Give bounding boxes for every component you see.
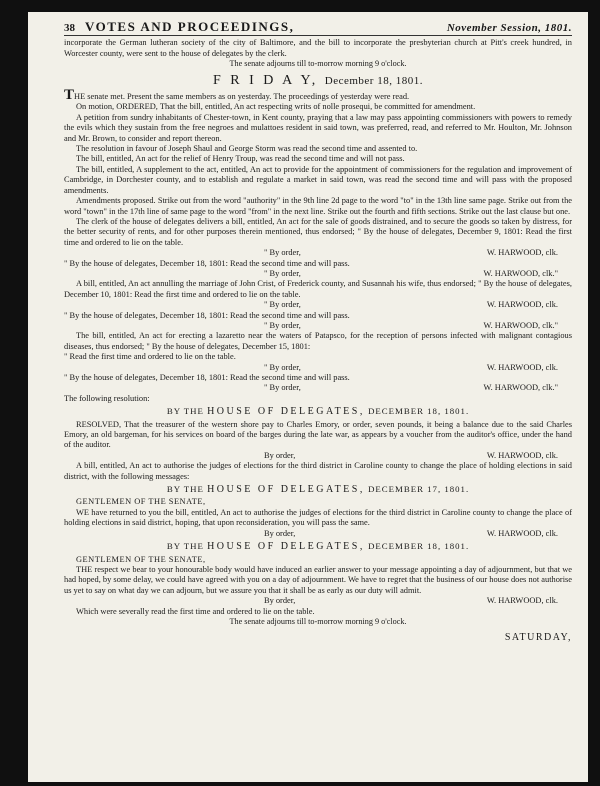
adjournment-message: THE respect we bear to your honourable body would have induced an earlier answer to your message appointing a day of adjournment, but that we had hoped, by some delay, we could have agreed with you on a day of adjournment. We have to regret that the business of our house does not authorise us yet to say on what day we can adjourn, but we assure you that it shall be as early as our duty will admit.	[64, 564, 572, 595]
day-heading	[64, 72, 572, 88]
adjourn-line: The senate adjourns till to-morrow morning 9 o'clock.	[229, 59, 407, 69]
day-name: F R I D A Y,	[213, 72, 319, 88]
signer-name: W. HARWOOD, clk."	[483, 383, 558, 393]
amendments-paragraph: Amendments proposed. Strike out from the word "authority" in the 9th line 2d page to the word "to" in the 13th line same page. Strike out from the word "town" in the 17th line of same page to the word "from" in the next line. Strike out the fourth and fifth sections. Strike out the last clause but one.	[64, 196, 572, 216]
adjourn-line: The senate adjourns till to-morrow morning 9 o'clock.	[229, 616, 407, 626]
running-title: VOTES AND PROCEEDINGS,	[85, 19, 295, 34]
endorsement-line: " By the house of delegates, December 18, 1801: Read the second time and will pass.	[64, 373, 350, 382]
signature-block	[64, 269, 572, 279]
signature-block	[64, 300, 572, 310]
crist-paragraph: A bill, entitled, An act annulling the marriage of John Crist, of Frederick county, and Susannah his wife, thus endorsed; " By the house of delegates, December 10, 1801: Read the first time and ordered to lie on the table.	[64, 279, 572, 299]
senate-met-paragraph	[64, 87, 572, 104]
house-heading	[64, 541, 572, 552]
resolution-paragraph: The resolution in favour of Joseph Shaul and George Storm was read the second time and assented to.	[76, 144, 418, 154]
house-date: DECEMBER 18, 1801.	[368, 406, 470, 417]
house-prefix: BY THE	[166, 406, 204, 417]
lazaretto-paragraph: The bill, entitled, An act for erecting a lazaretto near the waters of Patapsco, for the reception of persons infected with malignant contagious diseases, thus endorsed; " By the house of delegates, December 15, 1801:	[64, 331, 572, 351]
signer-name: W. HARWOOD, clk."	[483, 320, 558, 330]
by-order-label: " By order,	[264, 383, 301, 393]
house-heading	[64, 406, 572, 417]
page-content	[64, 19, 572, 644]
by-order-label: By order,	[264, 596, 296, 606]
day-date: December 18, 1801.	[324, 74, 423, 87]
following-resolution-label: The following resolution:	[64, 393, 150, 403]
header-rule	[64, 35, 572, 36]
signature-block	[64, 248, 572, 258]
cambridge-paragraph: The bill, entitled, A supplement to the act, entitled, An act to provide for the appointment of commissioners for the regulation and improvement of Cambridge, in Dorchester county, and to establish and regulate a market in said town, was read the second time and will pass with the proposed amendments.	[64, 164, 572, 195]
motion-paragraph: On motion, ORDERED, That the bill, entitled, An act respecting writs of nolle prosequi, be committed for amendment.	[76, 102, 476, 112]
house-prefix: BY THE	[166, 484, 204, 495]
signature-block	[64, 383, 572, 393]
running-header	[64, 19, 572, 34]
intro-paragraph: incorporate the German lutheran society of the city of Baltimore, and the bill to incorporate the presbyterian church at Pitt's creek hundred, in Worcester county, were sent to the house of delegates by the clerk.	[64, 38, 572, 58]
salutation: GENTLEMEN OF THE SENATE,	[76, 497, 206, 507]
caroline-paragraph: A bill, entitled, An act to authorise the judges of elections for the third district in Caroline county to change the place of holding elections in said district, with the following messages:	[64, 461, 572, 481]
signature-block	[64, 529, 572, 539]
document-page	[28, 12, 588, 782]
endorsement-line: " By the house of delegates, December 18, 1801: Read the second time and will pass.	[64, 310, 350, 320]
final-paragraph: Which were severally read the first time and ordered to lie on the table.	[76, 606, 315, 616]
by-order-label: By order,	[264, 450, 296, 460]
signer-name: W. HARWOOD, clk.	[486, 528, 558, 538]
by-order-label: " By order,	[264, 362, 301, 372]
house-name: HOUSE OF DELEGATES,	[207, 541, 365, 553]
signer-name: W. HARWOOD, clk.	[486, 362, 558, 372]
page-number: 38	[64, 22, 75, 34]
senate-met-text: HE senate met. Present the same members as on yesterday. The proceedings of yesterday were read.	[74, 92, 410, 102]
by-order-label: " By order,	[264, 320, 301, 330]
house-heading	[64, 484, 572, 495]
emory-resolution: RESOLVED, That the treasurer of the western shore pay to Charles Emory, or order, seven pounds, it being a balance due to the said Charles Emory, an old bargeman, for his services on board of the barges during the late war, as appears by a voucher from the auditor's office, under the hand of the auditor.	[64, 419, 572, 450]
signer-name: W. HARWOOD, clk.	[486, 450, 558, 460]
signature-block	[64, 321, 572, 331]
house-prefix: BY THE	[166, 541, 204, 552]
by-order-label: By order,	[264, 528, 296, 538]
house-date: DECEMBER 18, 1801.	[368, 541, 470, 552]
salutation: GENTLEMEN OF THE SENATE,	[76, 554, 206, 564]
by-order-label: " By order,	[264, 300, 301, 310]
by-order-label: " By order,	[264, 268, 301, 278]
signer-name: W. HARWOOD, clk.	[486, 596, 558, 606]
signature-block	[64, 363, 572, 373]
petition-paragraph: A petition from sundry inhabitants of Chester-town, in Kent county, praying that a law may pass appointing commissioners with powers to remedy the evils which they sustain from the free negroes and mulattoes resident in said town, was preferred, read, and referred to Mr. Houlton, Mr. Johnson and Mr. Brown, to consider and report thereon.	[64, 112, 572, 143]
signer-name: W. HARWOOD, clk."	[483, 268, 558, 278]
signer-name: W. HARWOOD, clk.	[486, 300, 558, 310]
troup-paragraph: The bill, entitled, An act for the relief of Henry Troup, was read the second time and will not pass.	[76, 154, 405, 164]
endorsement-line: " Read the first time and ordered to lie on the table.	[64, 352, 236, 362]
catchword: SATURDAY,	[504, 632, 572, 644]
signature-block	[64, 596, 572, 606]
session-label: November Session, 1801.	[446, 22, 572, 34]
caroline-message: WE have returned to you the bill, entitled, An act to authorise the judges of elections for the third district in Caroline county to change the place of holding elections in said district, hoping, that upon reconsideration, you will pass the same.	[64, 507, 572, 528]
house-date: DECEMBER 17, 1801.	[368, 484, 470, 495]
signer-name: W. HARWOOD, clk.	[486, 248, 558, 258]
endorsement-line: " By the house of delegates, December 18, 1801: Read the second time and will pass.	[64, 258, 350, 268]
house-name: HOUSE OF DELEGATES,	[207, 406, 365, 418]
signature-block	[64, 451, 572, 461]
clerk-paragraph: The clerk of the house of delegates delivers a bill, entitled, An act for the sale of goods distrained, and to secure the goods so taken by distress, for the better security of rents, and for other purposes therein mentioned, thus endorsed; " By the house of delegates, December 9, 1801: Read the first time and ordered to lie on the table.	[64, 216, 572, 247]
by-order-label: " By order,	[264, 248, 301, 258]
drop-cap: T	[64, 87, 75, 104]
house-name: HOUSE OF DELEGATES,	[207, 484, 365, 496]
